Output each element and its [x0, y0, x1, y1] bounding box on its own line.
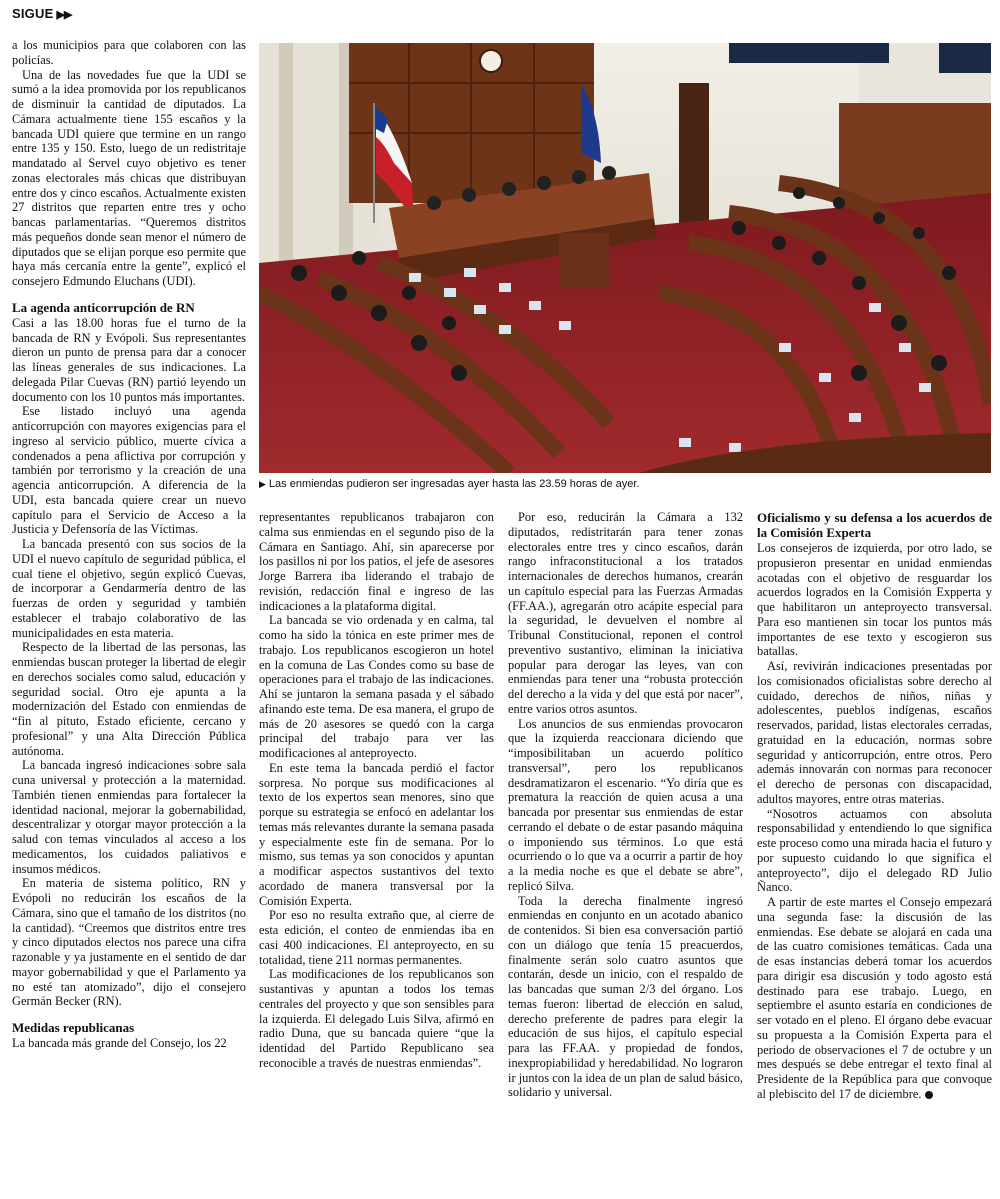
photo-caption [259, 478, 991, 490]
continued-arrows-icon: ▶▶ [56, 9, 72, 21]
paragraph: La bancada se vio ordenada y en calma, tal como ha sido la tónica en este primer mes de trabajo. Los republicanos escogieron un hotel en la comuna de Las Condes como su base de operaciones para el trabajo de las indicaciones. Ahí se juntaron la semana pasada y el sábado afinando este tema. De esa manera, el grupo de más de 20 asesores se quedó con la carga principal del trabajo para ver las modificaciones al anteproyecto. [259, 613, 494, 760]
paragraph: Las modificaciones de los republicanos son sustantivas y apuntan a todos los temas centrales del proyecto y que son sensibles para la izquierda. El delegado Luis Silva, afirmó en radio Duna, que su bancada quiere “que la identidad del Partido Republicano sea reconocible a través de nuestras enmiendas”. [259, 967, 494, 1070]
article-column-2 [259, 510, 494, 1071]
paragraph: En este tema la bancada perdió el factor sorpresa. No porque sus modificaciones al texto de los expertos sean menores, sino que porque su estrategia se enfocó en adelantar los temas más relevantes durante la semana pasada y especialmente este fin de semana. Por lo mismo, sus temas ya son conocidos y apuntan a modificar aspectos sustantivos del texto acordado de manera transversal por la Comisión Experta. [259, 760, 494, 908]
section-heading-republicanos: Medidas republicanas [12, 1020, 135, 1035]
chamber-photo [259, 43, 991, 473]
paragraph: Así, revivirán indicaciones presentadas por los comisionados oficialistas sobre derecho al cuidado, derechos de niños, niñas y adolescentes, pueblos indígenas, escaños reservados, paridad, listas electorales cerradas, gratuidad en la educación, normas sobre seguridad y anticorrupción, entre otros. Pero además innovarán con normas para reconocer el derecho de personas con discapacidad, adultos mayores, entre otras materias. [757, 659, 992, 806]
paragraph-text: A partir de este martes el Consejo empezará una segunda fase: la discusión de las enmiendas. Ese debate se alojará en cada una de las cuatro comisiones temáticas. Cada una de esas instancias deberá tomar los acuerdos para dirigir esa discusión y todo agosto está destinado para ese trabajo. Luego, en septiembre el asunto estaría en condiciones de ser votado en el pleno. El órgano debe evacuar su propuesta a la Comisión Experta para el periodo de observaciones el 7 de octubre y un mes después se debe entregar el texto final al Presidente de la República para que convoque al plebiscito del 17 de diciembre. [757, 895, 992, 1101]
paragraph: Ese listado incluyó una agenda anticorrupción con mayores exigencias para el ingreso al servicio público, muerte cívica a condenados a pena aflictiva por corrupción y también por terrorismo y la creación de una agencia anticorrupción. A diferencia de la UDI, esta bancada quiere crear un nuevo capítulo para el Servicio de Acceso a la Justicia y Defensoría de las Víctimas. [12, 404, 246, 537]
continued-marker [12, 6, 71, 21]
article-column-1 [12, 38, 246, 1051]
paragraph: La bancada más grande del Consejo, los 22 [12, 1036, 227, 1050]
paragraph: Los anuncios de sus enmiendas provocaron que la izquierda reaccionara diciendo que “imposibilitaban un acuerdo político transversal”, pero los republicanos desdramatizaron el escenario. “Yo diría que es prematura la reacción de quien acusa a una bancada por presentar sus enmiendas de estar cerrando el debate o de estar pasando máquina o imponiendo sus términos. Lo que está ocurriendo o lo que va a ocurrir a partir de hoy a la media noche es que el debate se abre”, replicó Silva. [508, 716, 743, 893]
paragraph: Por eso, reducirán la Cámara a 132 diputados, redistritarán para tener zonas electorales entre tres y cinco escaños, darán rango infraconstitucional a los tratados internacionales de derechos humanos, crearán un capítulo especial para las Fuerzas Armadas (FF.AA.), agregarán otro acápite especial para la seguridad, le devuelven el nombre al Tribunal Constitucional, reponen el control preventivo sustantivo, eliminan la iniciativa popular para derogar las leyes, van con enmiendas para tener una “robusta protección del derecho a la vida y del que está por nacer”, entre varios otros asuntos. [508, 510, 743, 716]
paragraph: Por eso no resulta extraño que, al cierre de esta edición, el conteo de enmiendas iba en casi 400 indicaciones. El anteproyecto, en su totalidad, tiene 211 normas permanentes. [259, 908, 494, 967]
paragraph: En materia de sistema político, RN y Evópoli no reducirán los escaños de la Cámara, sino que el tamaño de los distritos (no la cantidad). “Creemos que distritos entre tres y cinco diputados electos nos parece una cifra razonable y ya justamente en el sentido de dar mayor gobernabilidad y que el Parlamento ya no esté tan atomizado”, dijo el consejero Germán Becker (RN). [12, 876, 246, 1009]
paragraph [757, 895, 992, 1102]
end-of-article-icon [925, 1091, 933, 1099]
paragraph: representantes republicanos trabajaron con calma sus enmiendas en el segundo piso de la Cámara en Santiago. Ahí, sin aparecerse por los pasillos ni por los patios, el jefe de asesores Jorge Barrera iba liderando el trabajo de revisión, redacción final e ingreso de las indicaciones a la plataforma digital. [259, 510, 494, 613]
section-heading-oficialismo: Oficialismo y su defensa a los acuerdos de la Comisión Experta [757, 510, 992, 540]
paragraph: Una de las novedades fue que la UDI se sumó a la idea promovida por los republicanos de disminuir la cantidad de diputados. La Cámara actualmente tiene 155 escaños y la bancada UDI quiere que termine en un rango entre 135 y 150. Esto, luego de un redistritaje mandatado al Servel cuyo objetivo es tener zonas electorales más chicas que distribuyan entre dos y cinco escaños. Actualmente existen 27 distritos que reparten entre tres y ocho bancas parlamentarias. “Queremos distritos más pequeños donde sean menor el número de diputados que se elijan porque eso permite que haya más cercanía entre la gente”, explicó el consejero Edmundo Eluchans (UDI). [12, 67, 246, 288]
paragraph: Los consejeros de izquierda, por otro lado, se propusieron presentar en unidad enmiendas acotadas con el objetivo de resguardar los acuerdos logrados en la Comisión Expperta y que habilitaron un anteproyecto transversal. Para eso mantienen sin tocar los puntos más importantes de ese texto y escogieron sus batallas. [757, 541, 992, 659]
paragraph: Casi a las 18.00 horas fue el turno de la bancada de RN y Evópoli. Sus representantes dieron un punto de prensa para dar a conocer las líneas generales de sus indicaciones. La delegada Pilar Cuevas (RN) partió leyendo un documento con los 10 puntos más importantes. [12, 315, 246, 404]
article-column-3 [508, 510, 743, 1100]
caption-text: Las enmiendas pudieron ser ingresadas ayer hasta las 23.59 horas de ayer. [268, 478, 640, 490]
paragraph: “Nosotros actuamos con absoluta responsabilidad y entendiendo lo que significa este proceso como una mirada hacia el futuro y por supuesto cuidando lo que significa el anteproyecto”, dijo el delegado RD Julio Ñanco. [757, 806, 992, 895]
paragraph: Toda la derecha finalmente ingresó enmiendas en conjunto en un acotado abanico de contenidos. Si bien esa conversación partió con un diálogo que tenía 15 preacuerdos, finalmente serán solo cuatro asuntos que contarán, desde un inicio, con el respaldo de las bancadas que suman 2/3 del órgano. Los temas fueron: libertad de elección en salud, derecho preferente de padres para elegir la educación de sus hijos, el capítulo especial para las FF.AA. y propiedad de fondos, inexpropiabilidad y heredabilidad. No lograron ir juntos con la idea de un plan de salud básico, solidario y universal. [508, 893, 743, 1100]
continued-label: SIGUE [12, 6, 54, 21]
article-column-4 [757, 510, 992, 1102]
caption-triangle-icon: ▶ [259, 479, 266, 489]
section-heading-rn: La agenda anticorrupción de RN [12, 299, 195, 315]
paragraph: La bancada presentó con sus socios de la UDI el nuevo capítulo de seguridad pública, el cual tiene el objetivo, según explicó Cuevas, de incorporar a Gendarmería dentro de las fuerzas de orden y seguridad y también establecer el trabajo colaborativo de las municipalidades en esta materia. [12, 537, 246, 640]
paragraph: a los municipios para que colaboren con las policías. [12, 38, 246, 67]
paragraph: Respecto de la libertad de las personas, las enmiendas buscan proteger la libertad de elegir en derechos sociales como salud, educación y seguridad social. Otro eje apunta a la modernización del Estado con enmiendas de “fin al pituto, Estado eficiente, cercano y profesional” y una Alta Dirección Pública autónoma. [12, 640, 246, 758]
paragraph: La bancada ingresó indicaciones sobre sala cuna universal y protección a la maternidad. También tienen enmiendas para fortalecer la identidad nacional, mejorar la gobernabilidad, descentralizar y otorgar mayor protección a la salud con temas vinculados al acceso a los medicamentos, los cuidados paliativos e insumos médicos. [12, 758, 246, 876]
